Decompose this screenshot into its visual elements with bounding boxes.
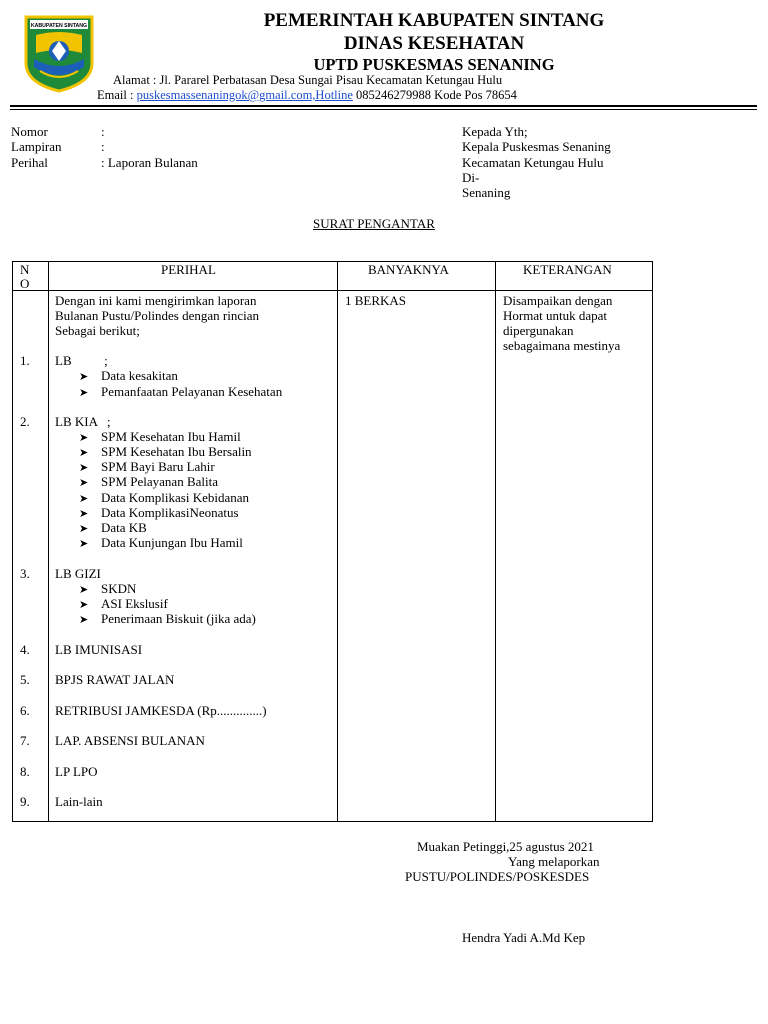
keterangan-line: Disampaikan dengan <box>503 293 613 308</box>
header-unit: UPTD PUSKESMAS SENANING <box>313 55 555 74</box>
sub-item: ➤ Data Kunjungan Ibu Hamil <box>79 535 243 550</box>
recipient-line: Kecamatan Ketungau Hulu <box>462 155 604 170</box>
sub-item: ➤ Data KB <box>79 520 147 535</box>
th-perihal: PERIHAL <box>161 262 216 277</box>
item-label: LAP. ABSENSI BULANAN <box>55 733 205 748</box>
perihal-value: : Laporan Bulanan <box>101 155 198 170</box>
item-number: 9. <box>20 794 30 809</box>
arrow-bullet-icon: ➤ <box>79 493 89 505</box>
report-table <box>12 261 653 822</box>
sub-item: ➤ SPM Kesehatan Ibu Bersalin <box>79 444 252 459</box>
sub-item: ➤ Penerimaan Biskuit (jika ada) <box>79 611 256 626</box>
place-date: Muakan Petinggi,25 agustus 2021 <box>417 839 594 854</box>
arrow-bullet-icon: ➤ <box>79 447 89 459</box>
th-banyaknya: BANYAKNYA <box>368 262 449 277</box>
arrow-bullet-icon: ➤ <box>79 584 89 596</box>
item-number: 7. <box>20 733 30 748</box>
th-keterangan: KETERANGAN <box>523 262 612 277</box>
sub-item: ➤ ASI Ekslusif <box>79 596 168 611</box>
item-label: LB ; <box>55 353 108 368</box>
nomor-label: Nomor <box>11 124 48 139</box>
th-no-2: O <box>20 276 30 291</box>
arrow-bullet-icon: ➤ <box>79 432 89 444</box>
arrow-bullet-icon: ➤ <box>79 599 89 611</box>
reporter-unit: PUSTU/POLINDES/POSKESDES <box>405 869 590 884</box>
intro-line: Sebagai berikut; <box>55 323 140 338</box>
sub-item: ➤ Pemanfaatan Pelayanan Kesehatan <box>79 384 283 399</box>
sub-item: ➤ SPM Kesehatan Ibu Hamil <box>79 429 241 444</box>
th-no-1: N <box>20 262 30 277</box>
nomor-value: : <box>101 124 105 139</box>
item-number: 6. <box>20 703 30 718</box>
header-rule-thick <box>10 105 757 107</box>
item-label: LB IMUNISASI <box>55 642 143 657</box>
header-row-divider <box>13 290 652 291</box>
header-address: Alamat : Jl. Pararel Perbatasan Desa Sungai Pisau Kecamatan Ketungau Hulu <box>113 73 503 87</box>
arrow-bullet-icon: ➤ <box>79 523 89 535</box>
arrow-bullet-icon: ➤ <box>79 614 89 626</box>
arrow-bullet-icon: ➤ <box>79 387 89 399</box>
recipient-line: Kepala Puskesmas Senaning <box>462 139 611 154</box>
item-number: 2. <box>20 414 30 429</box>
document-title: SURAT PENGANTAR <box>313 216 435 231</box>
sub-item: ➤ Data Komplikasi Kebidanan <box>79 490 250 505</box>
keterangan-line: dipergunakan <box>503 323 574 338</box>
header-rule-thin <box>10 109 757 110</box>
signer-name: Hendra Yadi A.Md Kep <box>462 930 586 945</box>
item-label: LP LPO <box>55 764 98 779</box>
item-number: 3. <box>20 566 30 581</box>
header-government: PEMERINTAH KABUPATEN SINTANG <box>263 10 605 31</box>
item-label: BPJS RAWAT JALAN <box>55 672 175 687</box>
recipient-line: Di- <box>462 170 480 185</box>
sub-item: ➤ Data KomplikasiNeonatus <box>79 505 239 520</box>
item-label: RETRIBUSI JAMKESDA (Rp..............) <box>55 703 267 718</box>
sub-item: ➤ SKDN <box>79 581 137 596</box>
reporter-role: Yang melaporkan <box>508 854 600 869</box>
recipient-line: Senaning <box>462 185 511 200</box>
sub-item: ➤ Data kesakitan <box>79 368 178 383</box>
sub-item: ➤ SPM Bayi Baru Lahir <box>79 459 215 474</box>
logo-text: KABUPATEN SINTANG <box>30 23 88 29</box>
keterangan-line: Hormat untuk dapat <box>503 308 607 323</box>
column-divider <box>495 262 496 821</box>
banyaknya-value: 1 BERKAS <box>345 293 407 308</box>
intro-line: Dengan ini kami mengirimkan laporan <box>55 293 257 308</box>
recipient-line: Kepada Yth; <box>462 124 528 139</box>
item-number: 4. <box>20 642 30 657</box>
header-contact <box>97 88 517 103</box>
item-number: 8. <box>20 764 30 779</box>
arrow-bullet-icon: ➤ <box>79 477 89 489</box>
item-number: 5. <box>20 672 30 687</box>
email-label: Email : <box>97 88 137 102</box>
email-link[interactable]: puskesmassenaningok@gmail.com,Hotline <box>136 88 353 102</box>
lampiran-value: : <box>101 139 105 154</box>
header-department: DINAS KESEHATAN <box>343 33 525 54</box>
item-label: LB KIA ; <box>55 414 111 429</box>
arrow-bullet-icon: ➤ <box>79 462 89 474</box>
sub-item: ➤ SPM Pelayanan Balita <box>79 474 218 489</box>
lampiran-label: Lampiran <box>11 139 62 154</box>
perihal-label: Perihal <box>11 155 48 170</box>
item-label: Lain-lain <box>55 794 103 809</box>
hotline-text: 085246279988 Kode Pos 78654 <box>352 88 517 102</box>
arrow-bullet-icon: ➤ <box>79 371 89 383</box>
column-divider <box>337 262 338 821</box>
keterangan-line: sebagaimana mestinya <box>503 338 621 353</box>
item-label: LB GIZI <box>55 566 101 581</box>
arrow-bullet-icon: ➤ <box>79 508 89 520</box>
intro-line: Bulanan Pustu/Polindes dengan rincian <box>55 308 260 323</box>
column-divider <box>48 262 49 821</box>
arrow-bullet-icon: ➤ <box>79 538 89 550</box>
item-number: 1. <box>20 353 30 368</box>
kabupaten-logo <box>22 13 96 93</box>
